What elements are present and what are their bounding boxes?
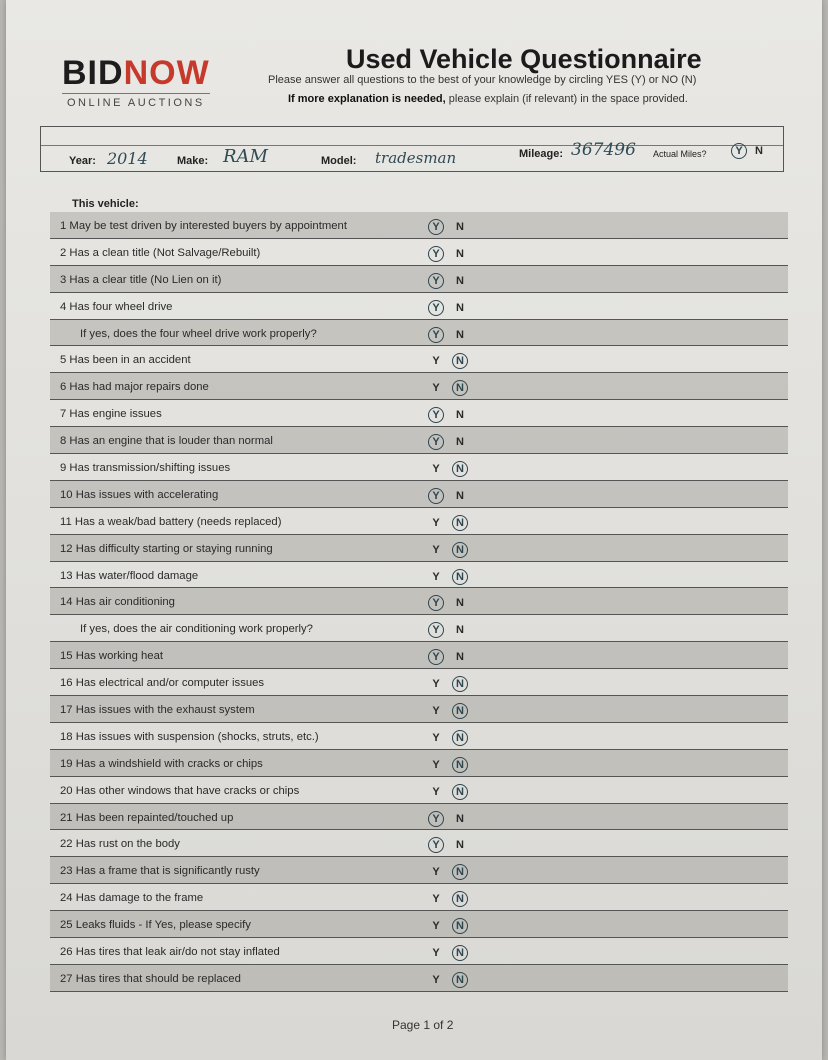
answer-yes[interactable]: Y	[432, 731, 440, 744]
answer-yes[interactable]: Y	[432, 570, 440, 583]
question-text: 8 Has an engine that is louder than normal	[60, 435, 273, 448]
question-row	[50, 293, 788, 320]
answer-choice[interactable]	[422, 943, 482, 961]
answer-choice[interactable]	[422, 916, 482, 934]
question-text: 21 Has been repainted/touched up	[60, 811, 234, 824]
question-text: 2 Has a clean title (Not Salvage/Rebuilt)	[60, 246, 261, 259]
answer-choice[interactable]	[422, 244, 482, 262]
question-row	[50, 239, 788, 266]
answer-choice[interactable]	[422, 701, 482, 719]
question-row	[50, 481, 788, 508]
question-row	[50, 830, 788, 857]
answer-no[interactable]: N	[456, 489, 464, 502]
instruction-line-2: If more explanation is needed, please explain (if relevant) in the space provided.	[288, 93, 688, 105]
answer-choice[interactable]	[422, 835, 482, 853]
answer-no[interactable]: N	[456, 651, 464, 664]
make-value[interactable]: RAM	[223, 146, 268, 167]
logo-wordmark: BIDNOW	[62, 54, 210, 92]
question-text: 14 Has air conditioning	[60, 596, 175, 609]
answer-choice[interactable]	[422, 970, 482, 988]
mileage-value[interactable]: 367496	[571, 140, 636, 160]
answer-yes[interactable]: Y	[432, 758, 440, 771]
answer-choice[interactable]	[422, 351, 482, 369]
answer-choice[interactable]	[422, 513, 482, 531]
question-row	[50, 400, 788, 427]
question-row	[50, 346, 788, 373]
answer-yes[interactable]: Y	[432, 866, 440, 879]
question-row	[50, 857, 788, 884]
question-row	[50, 669, 788, 696]
answer-yes[interactable]: Y	[428, 837, 444, 853]
answer-yes[interactable]: Y	[428, 811, 444, 827]
answer-choice[interactable]	[422, 782, 482, 800]
question-row	[50, 373, 788, 400]
answer-no[interactable]: N	[452, 703, 468, 719]
answer-no[interactable]: N	[456, 436, 464, 449]
answer-yes[interactable]: Y	[432, 543, 440, 556]
answer-yes[interactable]: Y	[428, 300, 444, 316]
question-text: 23 Has a frame that is significantly rusty	[60, 865, 260, 878]
answer-no[interactable]: N	[452, 864, 468, 880]
question-text: 18 Has issues with suspension (shocks, struts, etc.)	[60, 730, 319, 743]
year-value[interactable]: 2014	[107, 149, 148, 168]
answer-no[interactable]: N	[452, 569, 468, 585]
vehicle-info-box	[40, 126, 784, 172]
answer-choice[interactable]	[422, 755, 482, 773]
question-row	[50, 696, 788, 723]
vehicle-info-row	[41, 140, 783, 171]
question-text: 15 Has working heat	[60, 650, 163, 663]
answer-choice[interactable]	[422, 459, 482, 477]
answer-choice[interactable]	[422, 540, 482, 558]
questionnaire-page	[6, 0, 822, 1060]
question-row	[50, 750, 788, 777]
answer-choice[interactable]	[422, 809, 482, 827]
section-label: This vehicle:	[72, 198, 139, 210]
answer-choice[interactable]	[422, 378, 482, 396]
answer-no[interactable]: N	[452, 353, 468, 369]
answer-no[interactable]: N	[456, 624, 464, 637]
question-text: 22 Has rust on the body	[60, 838, 180, 851]
answer-yes[interactable]: Y	[428, 434, 444, 450]
question-row	[50, 535, 788, 562]
answer-yes[interactable]: Y	[428, 219, 444, 235]
answer-yes[interactable]: Y	[432, 920, 440, 933]
answer-no[interactable]: N	[456, 221, 464, 233]
question-row	[50, 804, 788, 831]
answer-yes[interactable]: Y	[432, 516, 440, 529]
answer-no[interactable]: N	[452, 380, 468, 396]
answer-yes[interactable]: Y	[432, 785, 440, 798]
question-row	[50, 588, 788, 615]
actual-miles-yes[interactable]: Y	[731, 143, 747, 159]
answer-choice[interactable]	[422, 325, 482, 343]
answer-no[interactable]: N	[452, 730, 468, 746]
question-text: 19 Has a windshield with cracks or chips	[60, 757, 263, 770]
page-number: Page 1 of 2	[392, 1018, 454, 1032]
question-text: 3 Has a clear title (No Lien on it)	[60, 273, 222, 286]
question-text: If yes, does the air conditioning work properly?	[80, 623, 313, 636]
question-row	[50, 266, 788, 293]
answer-no[interactable]: N	[456, 839, 464, 852]
question-text: 25 Leaks fluids - If Yes, please specify	[60, 919, 251, 932]
model-label: Model:	[321, 155, 357, 167]
answer-yes[interactable]: Y	[428, 246, 444, 262]
question-row	[50, 884, 788, 911]
question-row	[50, 723, 788, 750]
answer-choice[interactable]	[422, 647, 482, 665]
question-text: 27 Has tires that should be replaced	[60, 972, 241, 985]
answer-choice[interactable]	[422, 432, 482, 450]
answer-yes[interactable]: Y	[432, 678, 440, 691]
question-row	[50, 427, 788, 454]
answer-no[interactable]: N	[452, 542, 468, 558]
answer-choice[interactable]	[422, 298, 482, 316]
answer-no[interactable]: N	[452, 918, 468, 934]
answer-choice[interactable]	[422, 862, 482, 880]
question-row	[50, 320, 788, 347]
answer-no[interactable]: N	[452, 676, 468, 692]
answer-yes[interactable]: Y	[428, 273, 444, 289]
question-text: 6 Has had major repairs done	[60, 381, 209, 394]
question-text: 13 Has water/flood damage	[60, 569, 199, 582]
question-row	[50, 965, 788, 992]
question-row	[50, 777, 788, 804]
question-row	[50, 642, 788, 669]
instruction-line-1: Please answer all questions to the best of your knowledge by circling YES (Y) or NO (N)	[268, 74, 697, 86]
question-row	[50, 938, 788, 965]
answer-yes[interactable]: Y	[432, 355, 440, 368]
question-text: 26 Has tires that leak air/do not stay inflated	[60, 946, 280, 959]
question-text: 1 May be test driven by interested buyers by appointment	[60, 220, 347, 232]
answer-no[interactable]: N	[456, 301, 464, 314]
question-text: 4 Has four wheel drive	[60, 300, 173, 313]
answer-no[interactable]: N	[452, 784, 468, 800]
answer-yes[interactable]: Y	[428, 595, 444, 611]
year-label: Year:	[69, 155, 96, 167]
question-row	[50, 508, 788, 535]
question-text: 10 Has issues with accelerating	[60, 488, 219, 501]
question-text: 16 Has electrical and/or computer issues	[60, 677, 265, 690]
question-row	[50, 911, 788, 938]
question-text: 17 Has issues with the exhaust system	[60, 704, 255, 717]
mileage-label: Mileage:	[519, 148, 564, 160]
answer-yes[interactable]: Y	[432, 382, 440, 395]
answer-choice[interactable]	[422, 567, 482, 585]
answer-choice[interactable]	[422, 271, 482, 289]
question-text: If yes, does the four wheel drive work properly?	[80, 327, 317, 340]
answer-no[interactable]: N	[452, 515, 468, 531]
answer-yes[interactable]: Y	[428, 649, 444, 665]
answer-yes[interactable]: Y	[432, 973, 440, 986]
question-text: 9 Has transmission/shifting issues	[60, 462, 231, 475]
actual-miles-answer[interactable]	[725, 141, 785, 159]
page-title: Used Vehicle Questionnaire	[346, 44, 702, 74]
actual-miles-label: Actual Miles?	[653, 149, 707, 159]
answer-no[interactable]: N	[452, 972, 468, 988]
question-row	[50, 454, 788, 481]
answer-no[interactable]: N	[452, 461, 468, 477]
question-text: 5 Has been in an accident	[60, 354, 191, 367]
make-label: Make:	[177, 155, 209, 167]
answer-choice[interactable]	[422, 889, 482, 907]
answer-yes[interactable]: Y	[428, 327, 444, 343]
question-text: 11 Has a weak/bad battery (needs replaced)	[60, 515, 282, 528]
bidnow-logo	[62, 56, 210, 109]
question-row	[50, 562, 788, 589]
answer-choice[interactable]	[422, 486, 482, 504]
answer-choice[interactable]	[422, 674, 482, 692]
logo-tagline: ONLINE AUCTIONS	[62, 93, 210, 109]
question-text: 20 Has other windows that have cracks or chips	[60, 784, 300, 797]
question-text: 24 Has damage to the frame	[60, 892, 204, 905]
answer-choice[interactable]	[422, 620, 482, 638]
answer-yes[interactable]: Y	[428, 622, 444, 638]
model-value[interactable]: tradesman	[375, 149, 457, 167]
answer-yes[interactable]: Y	[432, 893, 440, 906]
answer-no[interactable]: N	[452, 945, 468, 961]
answer-choice[interactable]	[422, 728, 482, 746]
question-list	[50, 212, 788, 992]
question-row	[50, 615, 788, 642]
actual-miles-no[interactable]: N	[755, 145, 763, 157]
answer-no[interactable]: N	[456, 274, 464, 287]
answer-yes[interactable]: Y	[432, 947, 440, 960]
answer-no[interactable]: N	[456, 328, 464, 341]
question-text: 7 Has engine issues	[60, 408, 162, 421]
answer-choice[interactable]	[422, 593, 482, 611]
answer-no[interactable]: N	[452, 891, 468, 907]
answer-no[interactable]: N	[456, 247, 464, 260]
answer-yes[interactable]: Y	[432, 705, 440, 718]
answer-no[interactable]: N	[452, 757, 468, 773]
answer-no[interactable]: N	[456, 409, 464, 422]
answer-choice[interactable]	[422, 405, 482, 423]
answer-choice[interactable]	[422, 217, 482, 235]
answer-yes[interactable]: Y	[428, 407, 444, 423]
answer-yes[interactable]: Y	[432, 463, 440, 476]
answer-yes[interactable]: Y	[428, 488, 444, 504]
question-row	[50, 212, 788, 239]
question-text: 12 Has difficulty starting or staying running	[60, 542, 273, 555]
answer-no[interactable]: N	[456, 597, 464, 610]
answer-no[interactable]: N	[456, 812, 464, 825]
